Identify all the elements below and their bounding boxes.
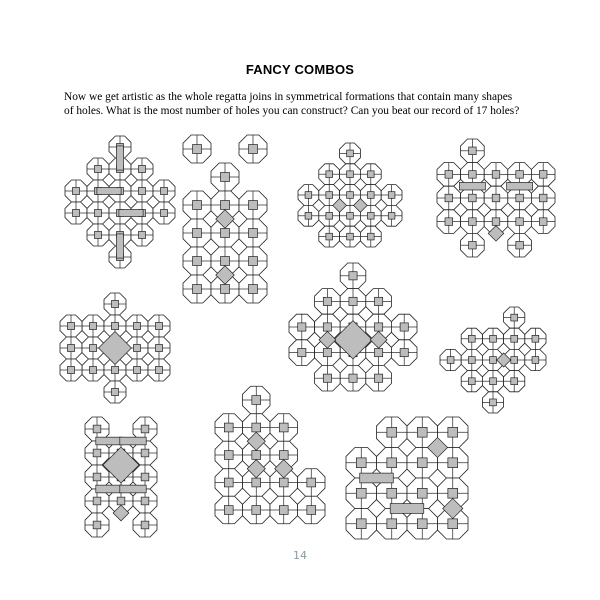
tile	[239, 191, 267, 219]
tile	[482, 328, 503, 349]
hole	[116, 234, 123, 258]
combo-figure-10	[344, 416, 470, 540]
intro-paragraph	[64, 90, 540, 118]
tile	[215, 469, 243, 497]
tile	[508, 233, 532, 257]
tile	[366, 365, 392, 391]
tile	[298, 469, 326, 497]
tile	[340, 164, 361, 185]
intro-line-2: of holes. What is the most number of holes you can construct? Can you beat our record of 17 holes?	[64, 105, 520, 117]
tile	[315, 289, 341, 315]
tile	[85, 513, 109, 537]
tile	[60, 359, 82, 381]
tile	[183, 219, 211, 247]
tile	[126, 359, 148, 381]
hole	[120, 437, 146, 445]
tile	[126, 315, 148, 337]
tile	[440, 349, 461, 370]
tile	[270, 414, 298, 442]
page-number: 14	[293, 549, 307, 562]
tile	[340, 289, 366, 315]
tile	[131, 180, 153, 202]
tile	[391, 314, 417, 340]
tile	[461, 139, 485, 163]
hole	[360, 473, 394, 483]
tile	[482, 392, 503, 413]
tile	[461, 210, 485, 234]
tile	[461, 233, 485, 257]
tile	[215, 414, 243, 442]
tile	[239, 135, 267, 163]
hole	[96, 437, 122, 445]
hole	[96, 485, 122, 493]
hole	[120, 485, 146, 493]
tile	[289, 314, 315, 340]
tile	[484, 186, 508, 210]
tile	[215, 496, 243, 524]
tile	[289, 340, 315, 366]
tile	[504, 307, 525, 328]
tile	[148, 337, 170, 359]
tile	[148, 359, 170, 381]
tile	[153, 202, 175, 224]
hole	[99, 332, 132, 365]
hole	[119, 209, 143, 216]
tile	[148, 315, 170, 337]
tile	[183, 135, 211, 163]
combo-figure-3	[280, 142, 420, 248]
tile	[340, 143, 361, 164]
tile	[484, 163, 508, 187]
tile	[525, 349, 546, 370]
tile	[239, 219, 267, 247]
tile	[531, 163, 555, 187]
tile	[131, 158, 153, 180]
tile	[183, 191, 211, 219]
tile	[243, 386, 271, 414]
tile	[270, 496, 298, 524]
tile	[60, 337, 82, 359]
tile	[239, 247, 267, 275]
tile	[525, 328, 546, 349]
tile	[243, 496, 271, 524]
page-title: FANCY COMBOS	[245, 62, 355, 77]
tile	[461, 328, 482, 349]
hole	[116, 146, 123, 170]
tile	[340, 226, 361, 247]
tile	[215, 441, 243, 469]
tile	[437, 163, 461, 187]
hole	[459, 182, 485, 190]
tile	[60, 315, 82, 337]
tile	[508, 210, 532, 234]
combo-figure-2	[180, 134, 270, 304]
tile	[87, 202, 109, 224]
tile	[391, 340, 417, 366]
tile	[360, 226, 381, 247]
tile	[298, 496, 326, 524]
combo-figure-4	[436, 134, 556, 262]
combo-figure-5	[40, 292, 190, 404]
tile	[360, 164, 381, 185]
tile	[346, 509, 377, 540]
tile	[531, 210, 555, 234]
tile	[504, 371, 525, 392]
combo-figure-7	[424, 306, 562, 414]
tile	[298, 205, 319, 226]
tile	[211, 163, 239, 191]
hole	[390, 504, 424, 514]
hole	[97, 187, 121, 194]
tile	[437, 186, 461, 210]
combo-figure-9	[214, 374, 326, 536]
tile	[82, 315, 104, 337]
tile	[381, 185, 402, 206]
tile	[340, 263, 366, 289]
tile	[319, 226, 340, 247]
tile	[65, 202, 87, 224]
combo-figure-1	[64, 134, 176, 270]
tile	[87, 224, 109, 246]
tile	[340, 365, 366, 391]
tile	[82, 359, 104, 381]
tile	[104, 293, 126, 315]
tile	[298, 185, 319, 206]
combo-figure-8	[72, 416, 170, 538]
tile	[131, 224, 153, 246]
tile	[381, 205, 402, 226]
tile	[366, 289, 392, 315]
tile	[133, 513, 157, 537]
tile	[319, 164, 340, 185]
tile	[65, 180, 87, 202]
tile	[482, 371, 503, 392]
tile	[461, 371, 482, 392]
combo-figure-6	[284, 262, 422, 392]
intro-line-1: Now we get artistic as the whole regatta joins in symmetrical formations that contain many shapes	[64, 91, 513, 103]
hole	[507, 182, 533, 190]
tile	[461, 349, 482, 370]
tile	[239, 275, 267, 303]
tile	[531, 186, 555, 210]
tile	[183, 247, 211, 275]
tile	[437, 210, 461, 234]
tile	[153, 180, 175, 202]
tile	[104, 381, 126, 403]
tile	[377, 417, 408, 448]
tile	[87, 158, 109, 180]
tile	[504, 328, 525, 349]
